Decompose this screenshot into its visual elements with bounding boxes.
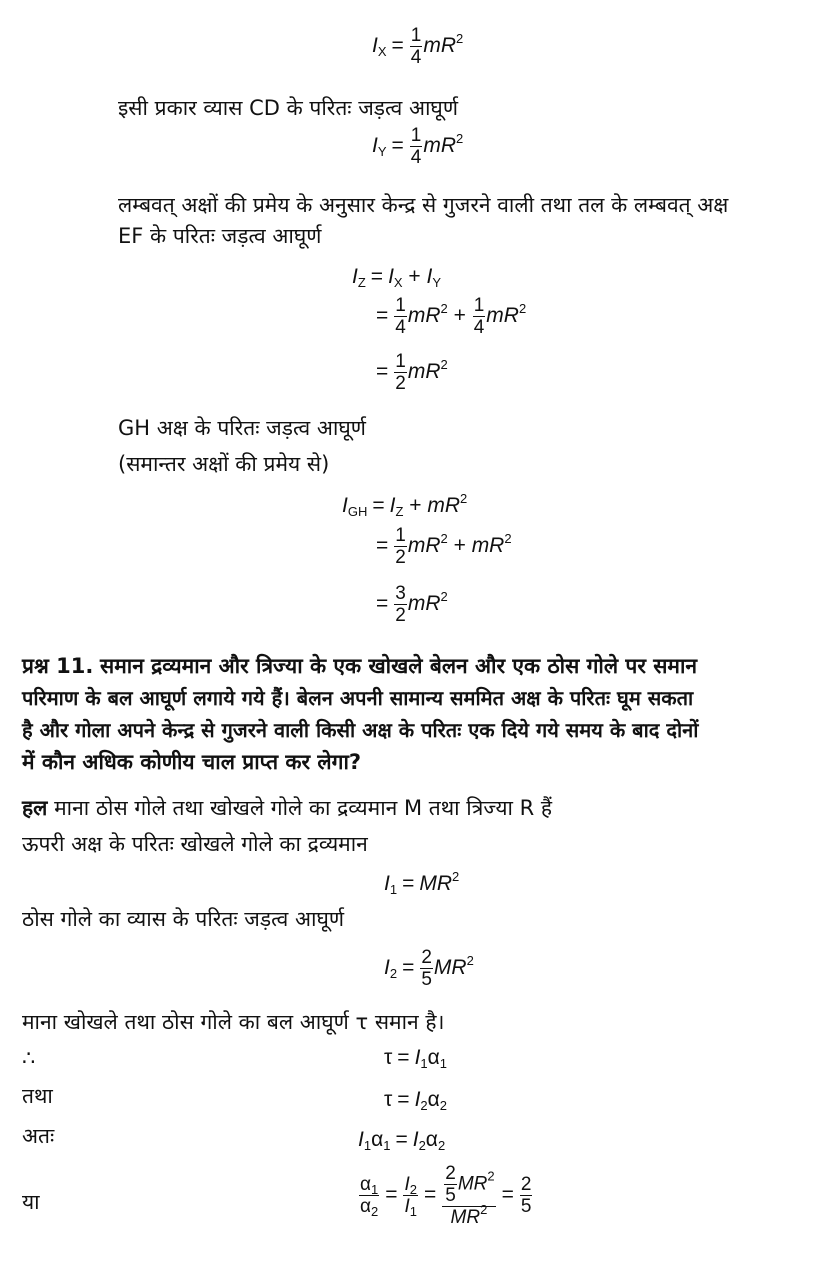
text-line-parallel: (समान्तर अक्षों की प्रमेय से) xyxy=(118,452,330,476)
equation-ratio: $\frac{\alpha_1}{\alpha_2}$ = $\frac{I_2}{I_1}$ = $\frac{2}{5}$ $MR^2$ $MR^2$ = $\frac{2}{5}$ xyxy=(360,1162,532,1228)
solution-label: हल xyxy=(22,796,48,820)
label-tatha: तथा xyxy=(22,1084,53,1108)
solution-line-2: ऊपरी अक्ष के परितः खोखले गोले का द्रव्यमान xyxy=(22,832,368,856)
equation-igh: $I_{GH} = I_Z + mR^2$ xyxy=(342,491,468,519)
solution-line-4: माना खोखले तथा ठोस गोले का बल आघूर्ण τ समान है। xyxy=(22,1010,445,1034)
text-line-cd: इसी प्रकार व्यास CD के परितः जड़त्व आघूर्ण xyxy=(118,96,459,120)
equation-tau-1: $\tau = I_1\alpha_1$ xyxy=(384,1046,448,1071)
question-label: प्रश्न 11. xyxy=(22,654,94,678)
question-line-2: परिमाण के बल आघूर्ण लगाये गये हैं। बेलन अपनी सामान्य सममित अक्ष के परितः घूम सकता xyxy=(22,686,694,710)
equation-iz-step3: = $\frac{1}{2}$ $mR^2$ xyxy=(376,351,448,394)
equation-i1: $I_1 = MR^2$ xyxy=(384,869,460,897)
equation-iz-step2: = $\frac{1}{4}$ $mR^2$ + $\frac{1}{4}$ $mR^2$ xyxy=(376,295,527,338)
text-line-perpendicular: लम्बवत् अक्षों की प्रमेय के अनुसार केन्द्र से गुजरने वाली तथा तल के लम्बवत् अक्ष xyxy=(118,193,729,217)
label-ya: या xyxy=(22,1190,40,1214)
equation-iz: $I_Z = I_X + I_Y$ xyxy=(352,265,442,290)
solution-line-3: ठोस गोले का व्यास के परितः जड़त्व आघूर्ण xyxy=(22,907,345,931)
equation-igh-step2: = $\frac{1}{2}$ $mR^2 + mR^2$ xyxy=(376,525,512,568)
equation-i2: $I_2$ = $\frac{2}{5}$ $MR^2$ xyxy=(384,947,474,990)
equation-ix: $I_X$ = $\frac{1}{4}$ $mR^2$ xyxy=(372,25,464,68)
text-line-ef: EF के परितः जड़त्व आघूर्ण xyxy=(118,224,322,248)
equation-igh-step3: = $\frac{3}{2}$ $mR^2$ xyxy=(376,583,448,626)
label-atah: अतः xyxy=(22,1124,55,1148)
question-line-3: है और गोला अपने केन्द्र से गुजरने वाली किसी अक्ष के परितः एक दिये गये समय के बाद दोनों xyxy=(22,718,699,742)
equation-tau-2: $\tau = I_2\alpha_2$ xyxy=(384,1088,448,1113)
solution-line-1: हल माना ठोस गोले तथा खोखले गोले का द्रव्यमान M तथा त्रिज्या R हैं xyxy=(22,796,553,820)
therefore-symbol: ∴ xyxy=(22,1046,36,1070)
equation-equal-torque: $I_1\alpha_1 = I_2\alpha_2$ xyxy=(358,1128,446,1153)
equation-iy: $I_Y$ = $\frac{1}{4}$ $mR^2$ xyxy=(372,125,464,168)
text-line-gh: GH अक्ष के परितः जड़त्व आघूर्ण xyxy=(118,416,366,440)
question-line-4: में कौन अधिक कोणीय चाल प्राप्त कर लेगा? xyxy=(22,750,362,774)
question-line-1: प्रश्न 11. समान द्रव्यमान और त्रिज्या के एक खोखले बेलन और एक ठोस गोले पर समान xyxy=(22,654,698,678)
